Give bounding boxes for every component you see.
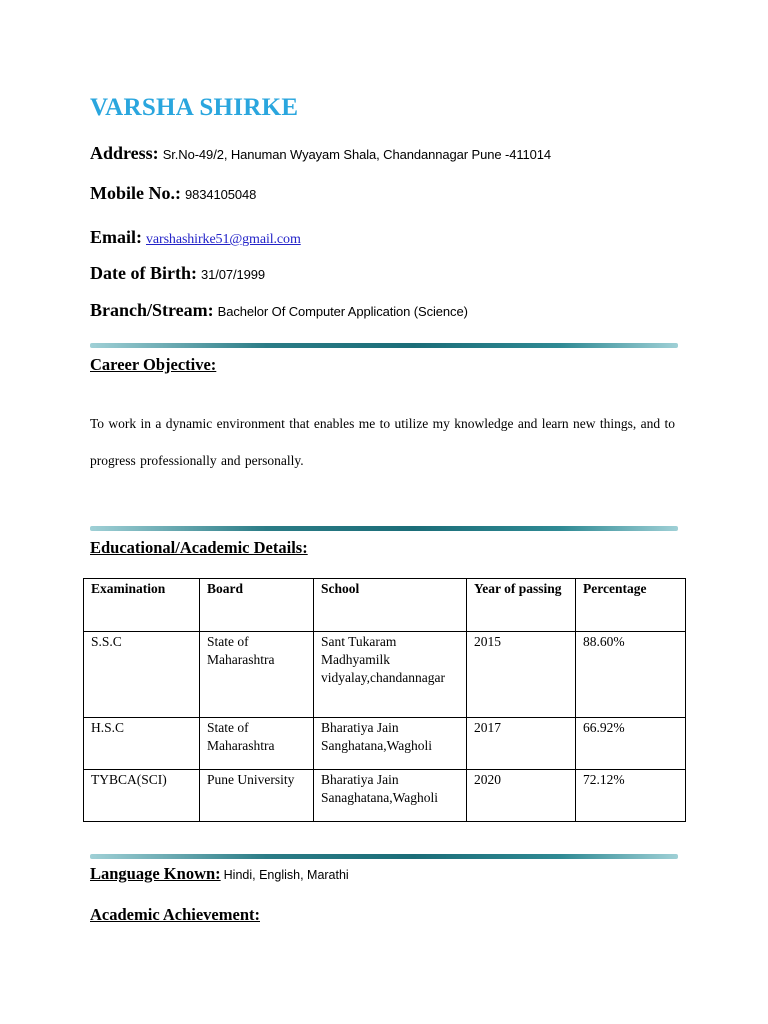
table-cell: TYBCA(SCI): [84, 770, 200, 822]
email-link[interactable]: varshashirke51@gmail.com: [146, 232, 301, 247]
mobile-label: Mobile No.:: [90, 183, 181, 203]
education-heading: Educational/Academic Details:: [90, 538, 308, 557]
dob-value: 31/07/1999: [200, 267, 266, 282]
table-row: [84, 632, 686, 718]
candidate-name: VARSHA SHIRKE: [90, 94, 299, 121]
dob-row: [90, 263, 265, 284]
table-cell: S.S.C: [84, 632, 200, 718]
column-header: Board: [200, 579, 314, 632]
branch-value: Bachelor Of Computer Application (Science): [217, 304, 468, 319]
table-cell: Pune University: [200, 770, 314, 822]
email-label: Email:: [90, 227, 142, 247]
column-header: Year of passing: [467, 579, 576, 632]
mobile-value: 9834105048: [184, 187, 257, 202]
section-divider: [90, 854, 678, 859]
column-header: School: [314, 579, 467, 632]
table-cell: State of Maharashtra: [200, 718, 314, 770]
section-divider: [90, 526, 678, 531]
table-cell: 88.60%: [576, 632, 686, 718]
table-row: [84, 770, 686, 822]
address-label: Address:: [90, 143, 159, 163]
table-header-row: [84, 579, 686, 632]
address-row: [90, 143, 551, 164]
column-header: Percentage: [576, 579, 686, 632]
career-objective-text: To work in a dynamic environment that enables me to utilize my knowledge and learn new things, and to progress professionally and personally.: [90, 416, 676, 468]
achievement-heading: Academic Achievement:: [90, 905, 260, 924]
table-cell: 2015: [467, 632, 576, 718]
column-header: Examination: [84, 579, 200, 632]
table-cell: Sant Tukaram Madhyamilk vidyalay,chandannagar: [314, 632, 467, 718]
branch-row: [90, 300, 468, 321]
email-row: [90, 227, 301, 248]
table-cell: 2020: [467, 770, 576, 822]
branch-label: Branch/Stream:: [90, 300, 214, 320]
mobile-row: [90, 183, 256, 204]
table-row: [84, 718, 686, 770]
table-cell: Bharatiya Jain Sanaghatana,Wagholi: [314, 770, 467, 822]
table-cell: 2017: [467, 718, 576, 770]
education-table: [83, 578, 686, 822]
address-value: Sr.No-49/2, Hanuman Wyayam Shala, Chandannagar Pune -411014: [162, 147, 552, 162]
dob-label: Date of Birth:: [90, 263, 197, 283]
section-divider: [90, 343, 678, 348]
language-heading-row: [90, 864, 349, 884]
table-cell: Bharatiya Jain Sanghatana,Wagholi: [314, 718, 467, 770]
table-cell: 66.92%: [576, 718, 686, 770]
language-value: Hindi, English, Marathi: [223, 868, 349, 882]
table-cell: 72.12%: [576, 770, 686, 822]
language-heading: Language Known:: [90, 864, 221, 883]
table-cell: State of Maharashtra: [200, 632, 314, 718]
table-cell: H.S.C: [84, 718, 200, 770]
career-objective-heading: Career Objective:: [90, 355, 217, 374]
